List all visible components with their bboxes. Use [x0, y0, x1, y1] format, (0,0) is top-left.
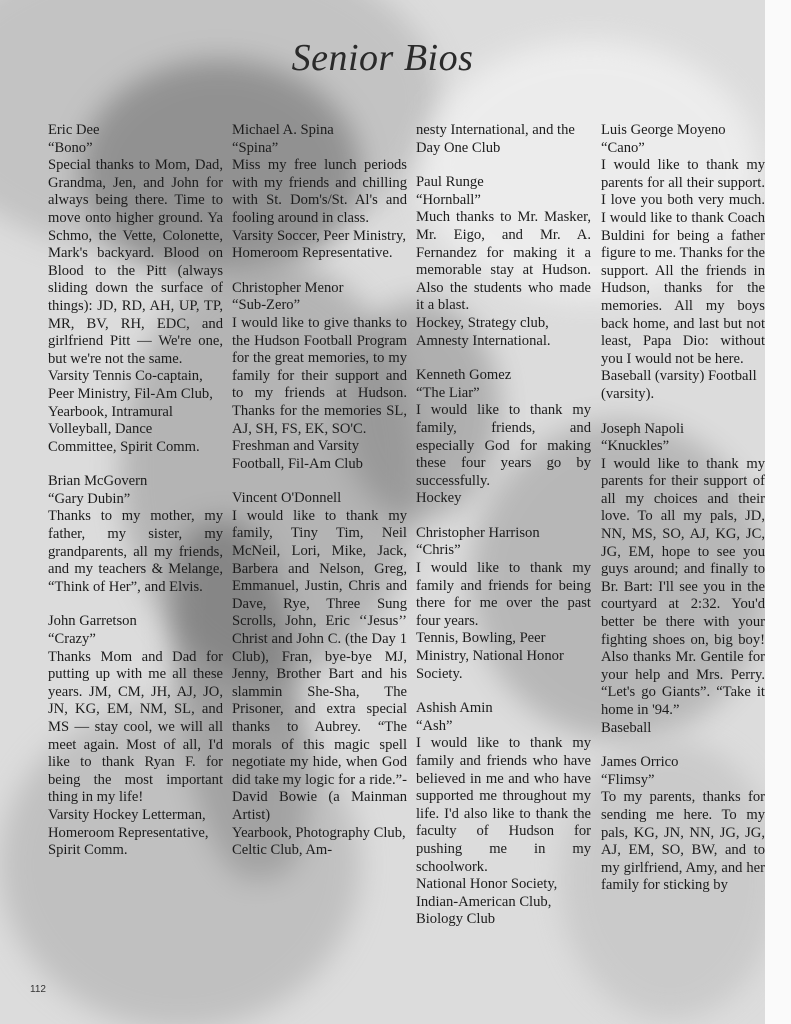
bio-nickname: “Knuckles”: [601, 438, 670, 455]
bio-entry: [48, 613, 223, 859]
bio-text: Special thanks to Mom, Dad, Grandma, Jen, and John for always being there. Time to move onto higher ground. Ya Schmo, the Vette, Colonette, Mark's backyard. Blood on Blood to the Pitt (always sliding down the surface of things): JD, RD, AH, UP, TP, MR, BV, RH, EDC, and girlfriend Pitt — We're one, but we're not the same.: [48, 157, 223, 367]
bio-text: Miss my free lunch periods with my friends and chilling with St. Dom's/St. Al's and fooling around in class.: [232, 157, 407, 226]
bio-activities: Freshman and Varsity Football, Fil-Am Club: [232, 438, 363, 472]
bio-text: I would like to thank my family and friends for being there for me over the past four years.: [416, 560, 591, 629]
bio-activities: Baseball (varsity) Football (varsity).: [601, 368, 757, 402]
bio-name: James Orrico: [601, 754, 679, 771]
bio-entry: [232, 280, 407, 474]
bio-text: Thanks Mom and Dad for putting up with me all these years. JM, CM, JH, AJ, JO, JN, KG, EM, NM, SL, and MS — stay cool, we will all meet again. Most of all, I'd like to thank Ryan F. for being the most important thing in my life!: [48, 648, 223, 806]
bio-activities: Tennis, Bowling, Peer Ministry, National Honor Society.: [416, 630, 564, 682]
bio-activities: Hockey: [416, 490, 462, 507]
bio-name: Joseph Napoli: [601, 420, 685, 437]
bio-text: I would like to give thanks to the Hudson Football Program for the great memories, to my family for their support and to my friends at Hudson. Thanks for the memories SL, AJ, SH, FS, EK, SO'C.: [232, 314, 407, 437]
bio-nickname: “Spina”: [232, 139, 279, 156]
bio-nickname: “Ash”: [416, 717, 453, 734]
bio-nickname: “Hornball”: [416, 191, 481, 208]
bio-activities: National Honor Society, Indian-American Club, Biology Club: [416, 876, 558, 928]
bio-activities: Varsity Hockey Letterman, Homeroom Representative, Spirit Comm.: [48, 806, 209, 859]
bio-entry: [232, 490, 407, 859]
bio-nickname: “Sub-Zero”: [232, 297, 301, 314]
page-number: 112: [30, 984, 46, 995]
bio-name: Vincent O'Donnell: [232, 490, 342, 507]
bio-nickname: “Gary Dubin”: [48, 490, 131, 507]
bio-entry: [48, 473, 223, 596]
bio-entry: [601, 421, 765, 738]
bio-name: Eric Dee: [48, 122, 100, 138]
bio-activities: Varsity Tennis Co-captain, Peer Ministry, Fil-Am Club, Yearbook, Intramural Volleyball, Dance Committee, Spirit Comm.: [48, 368, 213, 455]
bio-name: Kenneth Gomez: [416, 367, 512, 384]
bio-entry: [416, 525, 591, 683]
bio-name: Christopher Harrison: [416, 524, 540, 541]
bio-entry: [416, 700, 591, 929]
bio-name: Luis George Moyeno: [601, 122, 726, 138]
bio-name: Paul Runge: [416, 174, 484, 191]
bio-text: Much thanks to Mr. Masker, Mr. Eigo, and Mr. A. Fernandez for making it a memorable stay at Hudson. Also the students who made it a blast.: [416, 209, 591, 314]
bio-column-4: [601, 122, 765, 982]
bio-text: I would like to thank my parents for their support of all my choices and their love. To all my pals, JD, NN, MS, SO, AJ, KG, JC, JG, EM, hope to see you guys around; and finally to Br. Bart: I'll see you in the courtyard at 2:32. You'd better be there with your fighting shoes on, big boy! Also thanks Mr. Gentile for your help and Mrs. Perry. “Let's go Giants”. “Take it home in '94.”: [601, 455, 765, 718]
bio-nickname: “Crazy”: [48, 631, 96, 648]
bio-name: Christopher Menor: [232, 279, 344, 296]
bio-text: I would like to thank my family and friends who have believed in me and who have supported me throughout my life. I'd also like to thank the faculty of Hudson for pushing me in my schoolwork.: [416, 735, 591, 875]
bio-entry: [48, 122, 223, 456]
bio-activities: Varsity Soccer, Peer Ministry, Homeroom Representative.: [232, 227, 406, 262]
bio-column-3: [416, 122, 591, 946]
bio-column-1: [48, 122, 223, 877]
bio-nickname: “Flimsy”: [601, 771, 655, 788]
bio-continuation: nesty International, and the Day One Club: [416, 122, 575, 156]
bio-activities: Yearbook, Photography Club, Celtic Club, Am-: [232, 824, 406, 859]
bio-column-2: [232, 122, 407, 877]
bio-name: Ashish Amin: [416, 700, 493, 717]
bio-entry: [601, 754, 765, 895]
bio-nickname: “Chris”: [416, 542, 461, 559]
bio-activities: Hockey, Strategy club, Amnesty International.: [416, 314, 551, 349]
bio-nickname: “The Liar”: [416, 384, 480, 401]
scan-margin: [765, 0, 791, 1024]
bio-text: Thanks to my mother, my father, my sister, my grandparents, all my friends, and my teachers & Melange, “Think of Her”, and Elvis.: [48, 508, 223, 595]
bio-activities: Baseball: [601, 719, 652, 736]
page-title: Senior Bios: [291, 37, 474, 79]
bio-entry: [416, 174, 591, 350]
bio-text: I would like to thank my family, friends, and especially God for making these four years go by successfully.: [416, 402, 591, 489]
bio-entry: [601, 122, 765, 404]
bio-text: To my parents, thanks for sending me here. To my pals, KG, JN, NN, JG, JG, AJ, EM, SO, BW, and to my girlfriend, Amy, and her family for sticking by: [601, 789, 765, 894]
bio-text: I would like to thank my parents for all their support. I love you both very much. I would like to thank Coach Buldini for being a father figure to me. Thanks for the support. All the friends in Hudson, thanks for the memories. All my boys back home, and last but not least, Papa Dio: without you I would not be here.: [601, 157, 765, 367]
bio-text: I would like to thank my family, Tiny Tim, Neil McNeil, Lori, Mike, Jack, Barbera and Nelson, Greg, Emmanuel, Justin, Chris and Dave, Rye, Three Sung Scrolls, John, Eric ‘‘Jesus’’ Christ and John C. (the Day 1 Club), Fran, bye-bye MJ, Jenny, Brother Bart and his slammin She-Sha, The Prisoner, and extra special thanks to Aubrey. “The morals of this magic spell negotiate my hide, when God did take my logic for a ride.”-David Bowie (a Mainman Artist): [232, 507, 407, 823]
bio-nickname: “Bono”: [48, 139, 93, 156]
bio-nickname: “Cano”: [601, 139, 645, 156]
bio-entry: [232, 122, 407, 263]
bio-entry: [416, 367, 591, 508]
bio-name: John Garretson: [48, 613, 137, 630]
bio-name: Michael A. Spina: [232, 122, 334, 138]
bio-name: Brian McGovern: [48, 473, 148, 490]
